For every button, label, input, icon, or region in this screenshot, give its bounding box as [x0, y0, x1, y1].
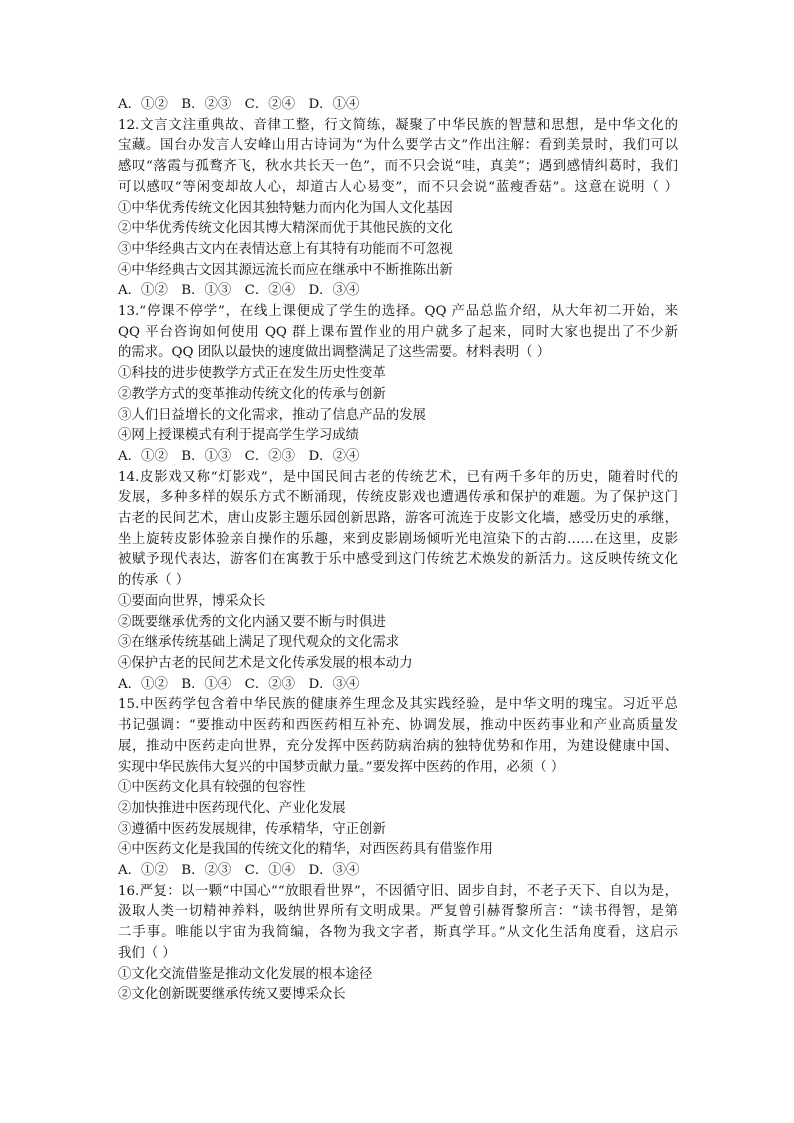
q13-stem-line: 13.“停课不停学”，在线上课便成了学生的选择。QQ 产品总监介绍，从大年初二开始，来 — [118, 304, 678, 320]
q15-stem-line: 书记强调：“要推动中医药和西医药相互补充、协调发展，推动中医药事业和产业高质量发 — [118, 718, 678, 734]
q12-stem-line: 12.文言文注重典故、音律工整，行文简练，凝聚了中华民族的智慧和思想，是中华文化的 — [118, 117, 678, 133]
q16-stem-line: 二手事。唯能以宇宙为我简编，各物为我文字者，斯真学耳。”从文化生活角度看，这启示 — [118, 925, 678, 941]
q12-option: ②中华优秀传统文化因其博大精深而优于其他民族的文化 — [118, 221, 453, 237]
q11-answer-choices: A．①② B．②③ C．②④ D．①④ — [118, 97, 360, 112]
q16-option: ①文化交流借鉴是推动文化发展的根本途径 — [118, 966, 373, 982]
q14-stem-line: 发展，多种多样的娱乐方式不断涌现，传统皮影戏也遭遇传承和保护的难题。为了保护这门 — [118, 490, 678, 506]
question-13 — [118, 302, 678, 468]
q16-stem-line: 我们（ ） — [118, 945, 176, 961]
q12-option: ④中华经典古文因其源远流长而应在继承中不断推陈出新 — [118, 262, 453, 278]
q13-option: ④网上授课模式有利于提高学生学习成绩 — [118, 428, 360, 444]
q15-option: ③遵循中医药发展规律，传承精华，守正创新 — [118, 821, 386, 837]
q15-stem-line: 15.中医药学包含着中华民族的健康养生理念及其实践经验，是中华文明的瑰宝。习近平总 — [118, 697, 678, 713]
q15-stem-line: 实现中华民族伟大复兴的中国梦贡献力量。”要发挥中医药的作用，必须（ ） — [118, 759, 565, 775]
q14-stem-line: 14.皮影戏又称“灯影戏”，是中国民间古老的传统艺术，已有两千多年的历史，随着时代的 — [118, 469, 678, 485]
exam-page — [118, 95, 678, 1006]
q13-answer-choices: A．①② B．①③ C．②③ D．②④ — [118, 448, 360, 464]
q13-option: ③人们日益增长的文化需求，推动了信息产品的发展 — [118, 407, 426, 423]
q14-stem-line: 被赋予现代表达，游客们在寓教于乐中感受到这门传统艺术焕发的新活力。这反映传统文化 — [118, 552, 678, 568]
q14-stem-line: 古老的民间艺术，唐山皮影主题乐园创新思路，游客可流连于皮影文化墙，感受历史的承继， — [118, 511, 678, 527]
q12-stem-line: 感叹“落霞与孤鹜齐飞，秋水共长天一色”，而不只会说“哇，真美”；遇到感情纠葛时，我们 — [118, 159, 678, 175]
q14-stem-line: 坐上旋转皮影体验亲自操作的乐趣，来到皮影剧场倾听光电渲染下的古韵……在这里，皮影 — [118, 531, 678, 547]
q14-option: ③在继承传统基础上满足了现代观众的文化需求 — [118, 635, 400, 651]
q15-option: ②加快推进中医药现代化、产业化发展 — [118, 800, 346, 816]
question-12 — [118, 116, 678, 302]
q16-stem-line: 16.严复：以一颗“中国心”“放眼看世界”，不因循守旧、固步自封，不老子天下、自以为是， — [118, 883, 678, 899]
q16-stem-line: 汲取人类一切精神养料，吸纳世界所有文明成果。严复曾引赫胥黎所言：“读书得智，是第 — [118, 904, 678, 920]
q15-stem-line: 展，推动中医药走向世界，充分发挥中医药防病治病的独特优势和作用，为建设健康中国、 — [118, 738, 678, 754]
q15-option: ①中医药文化具有较强的包容性 — [118, 780, 306, 796]
q12-option: ①中华优秀传统文化因其独特魅力而内化为国人文化基因 — [118, 200, 453, 216]
q14-option: ①要面向世界，博采众长 — [118, 593, 266, 609]
q13-option: ②教学方式的变革推动传统文化的传承与创新 — [118, 386, 386, 402]
q15-option: ④中医药文化是我国的传统文化的精华，对西医药具有借鉴作用 — [118, 842, 493, 858]
q14-stem-line: 的传承（ ） — [118, 573, 190, 589]
q13-stem-line: 的需求。QQ 团队以最快的速度做出调整满足了这些需要。材料表明（ ） — [118, 345, 551, 361]
q12-answer-choices: A．①② B．①③ C．②④ D．③④ — [118, 283, 360, 299]
q13-stem-line: QQ 平台咨询如何使用 QQ 群上课布置作业的用户就多了起来，同时大家也提出了不少新 — [118, 324, 678, 340]
q12-option: ③中华经典古文内在表情达意上有其特有功能而不可忽视 — [118, 241, 453, 257]
q12-stem-line: 可以感叹“等闲变却故人心，却道古人心易变”，而不只会说“蓝瘦香菇”。这意在说明（ ） — [118, 179, 678, 195]
q14-option: ④保护古老的民间艺术是文化传承发展的根本动力 — [118, 655, 413, 671]
q15-answer-choices: A．①② B．②③ C．①④ D．③④ — [118, 863, 360, 879]
question-16 — [118, 882, 678, 1006]
question-15 — [118, 695, 678, 881]
q13-option: ①科技的进步使教学方式正在发生历史性变革 — [118, 366, 386, 382]
q14-option: ②既要继承优秀的文化内涵又要不断与时俱进 — [118, 614, 386, 630]
q14-answer-choices: A．①② B．①④ C．②③ D．③④ — [118, 676, 360, 692]
question-14 — [118, 468, 678, 696]
q16-option: ②文化创新既要继承传统又要博采众长 — [118, 987, 346, 1003]
q12-stem-line: 宝藏。国台办发言人安峰山用古诗词为“为什么要学古文”作出注解：看到美景时，我们可以 — [118, 138, 678, 154]
